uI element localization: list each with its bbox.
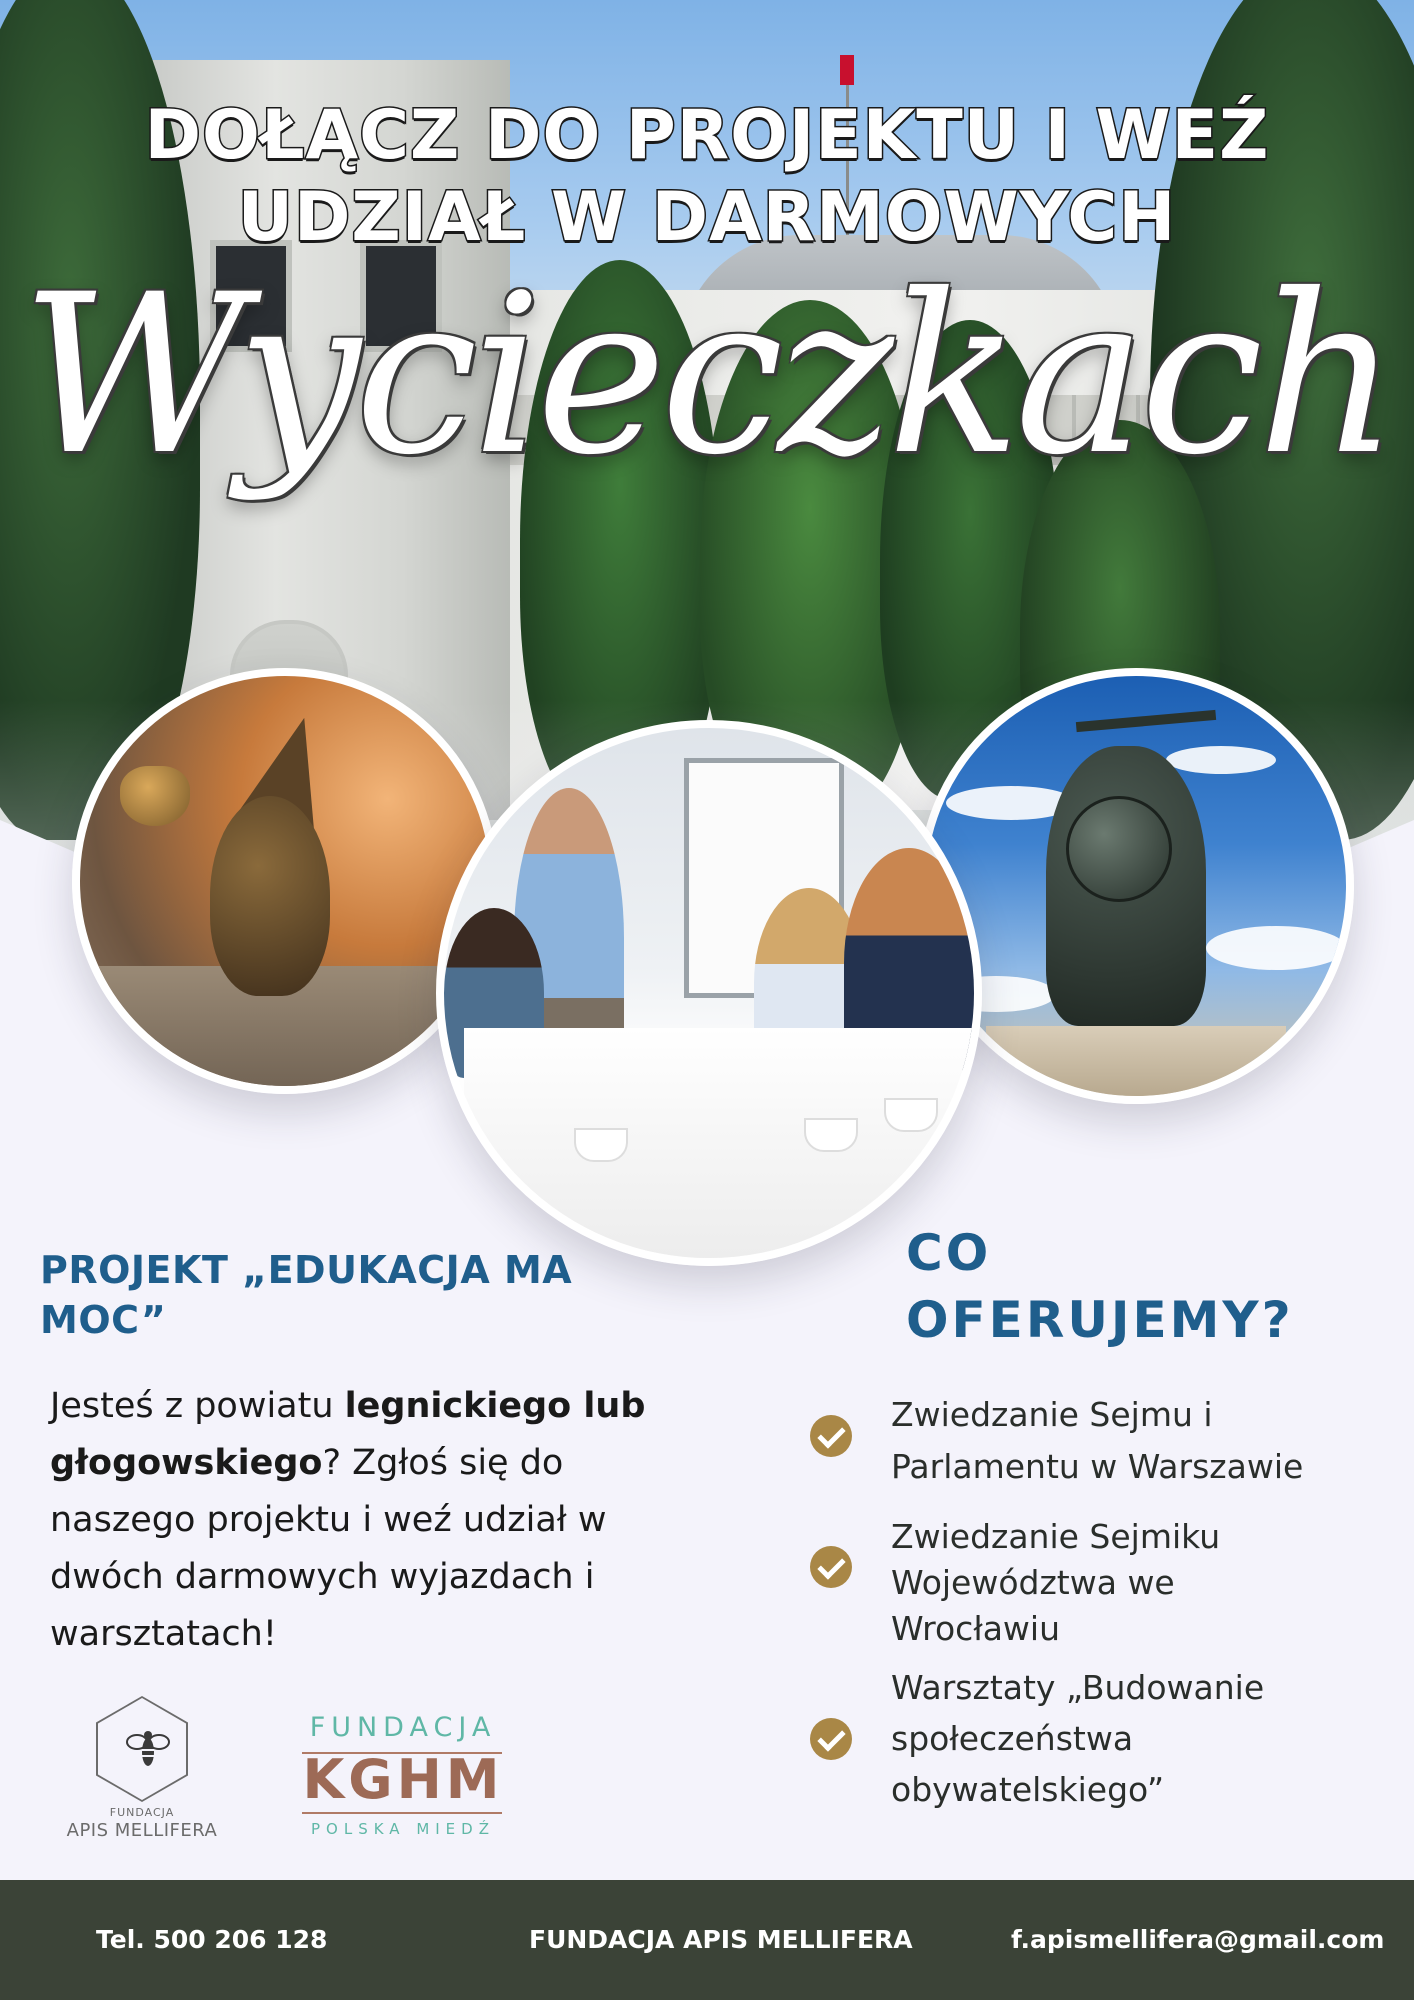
mermaid-statue-photo — [918, 668, 1354, 1104]
apis-mellifera-logo — [60, 1696, 220, 1846]
project-title: PROJEKT „EDUKACJA MA MOC” — [40, 1248, 573, 1342]
cloud — [1206, 926, 1346, 970]
kghm-logo-top: FUNDACJA — [309, 1712, 497, 1743]
intro-bold-region: legnickiego lub głogowskiego — [50, 1386, 646, 1483]
offer-title-line-1: CO — [906, 1224, 992, 1282]
headline — [0, 95, 1414, 259]
meeting-table — [464, 1028, 982, 1266]
offer-title — [906, 1220, 1386, 1354]
coffee-cup — [884, 1098, 938, 1132]
check-circle-icon — [810, 1718, 852, 1760]
footer-phone[interactable]: Tel. 500 206 128 — [96, 1925, 328, 1954]
intro-text: ? Zgłoś się do naszego projektu i weź udział w dwóch darmowych wyjazdach i warsztatach! — [50, 1443, 607, 1654]
intro-text: Jesteś z powiatu — [50, 1386, 345, 1426]
footer — [0, 1880, 1414, 2000]
mermaid-sword — [1076, 710, 1216, 732]
bee-icon-svg — [126, 1724, 170, 1774]
polish-flag — [840, 55, 854, 85]
coffee-cup — [804, 1118, 858, 1152]
check-circle-icon — [810, 1546, 852, 1588]
headline-script-word: Wycieczkach — [21, 247, 1393, 503]
dwarf-figure — [210, 796, 330, 996]
meeting-photo — [436, 720, 982, 1266]
offer-item-text: Zwiedzanie Sejmiku Województwa we Wrocławiu — [891, 1517, 1221, 1648]
offer-title-line-2: OFERUJEMY? — [906, 1291, 1294, 1349]
dwarf-heart — [120, 766, 190, 826]
offer-item-text: Zwiedzanie Sejmu i Parlamentu w Warszawie — [891, 1395, 1304, 1486]
cloud — [1166, 746, 1276, 774]
mermaid-shield — [1066, 796, 1172, 902]
kghm-logo — [298, 1712, 508, 1842]
footer-email[interactable]: f.apismellifera@gmail.com — [1011, 1925, 1385, 1954]
kghm-rule — [302, 1812, 502, 1814]
apis-logo-small-text: FUNDACJA — [109, 1806, 175, 1819]
project-intro — [50, 1378, 650, 1663]
headline-line-1: DOŁĄCZ DO PROJEKTU I WEŹ — [144, 96, 1270, 175]
statue-pedestal — [986, 1026, 1286, 1096]
coffee-cup — [574, 1128, 628, 1162]
footer-organization: FUNDACJA APIS MELLIFERA — [529, 1925, 913, 1954]
apis-logo-name: APIS MELLIFERA — [66, 1820, 218, 1841]
check-circle-icon — [810, 1415, 852, 1457]
bee-icon — [126, 1724, 158, 1774]
dwarf-statue-photo — [72, 668, 498, 1094]
kghm-logo-main: KGHM — [302, 1748, 504, 1811]
kghm-logo-bottom: POLSKA MIEDŹ — [310, 1820, 495, 1838]
offer-item-text: Warsztaty „Budowanie społeczeństwa obywatelskiego” — [891, 1668, 1265, 1809]
headline-line-2: UDZIAŁ W DARMOWYCH — [237, 178, 1177, 257]
